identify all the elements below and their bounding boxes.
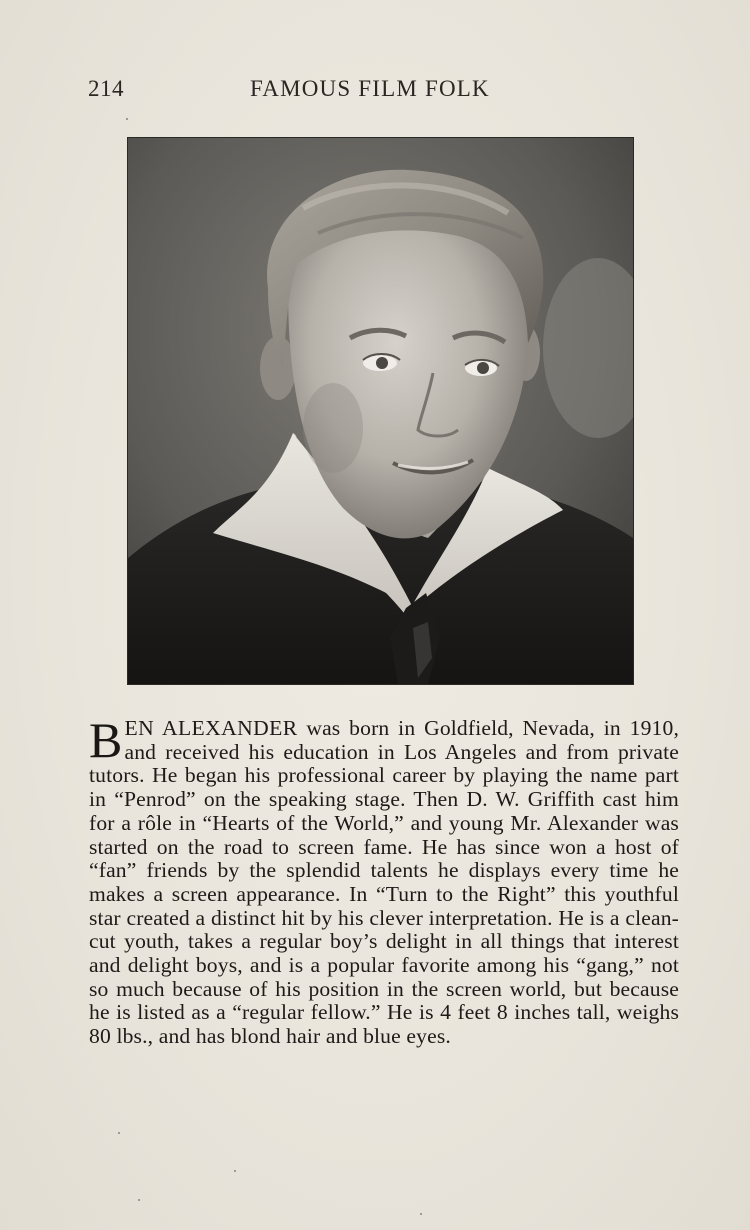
portrait-photograph [128,138,633,684]
article-paragraph [89,712,679,1049]
paper-speck [118,1132,120,1134]
page-number: 214 [88,76,124,101]
paper-speck [126,118,128,120]
portrait-image [128,138,633,684]
paper-speck [234,1170,236,1172]
article-text: was born in Goldfield, Nevada, in 1910, and received his education in Los Angeles and from private tutors. He began his professional career by playing the name part in “Penrod” on the speaking stage. Then D. W. Griffith cast him for a rôle in “Hearts of the World,” and young Mr. Alexander was started on the road to screen fame. He has since won a host of “fan” friends by the splendid talents he displays every time he makes a screen appearance. In “Turn to the Right” this youthful star created a distinct hit by his clever interpretation. He is a clean-cut youth, takes a regular boy’s delight in all things that interest and delight boys, and is a popular favorite among his “gang,” not so much because of his position in the screen world, but because he is listed as a “regular fellow.” He is 4 feet 8 inches tall, weighs 80 lbs., and has blond hair and blue eyes. [89,716,679,1049]
article-lead: EN ALEXANDER [124,716,298,740]
running-head [88,76,518,106]
paper-speck [138,1199,140,1201]
paper-speck [420,1213,422,1215]
drop-cap: B [89,712,123,768]
running-title: FAMOUS FILM FOLK [250,76,490,101]
